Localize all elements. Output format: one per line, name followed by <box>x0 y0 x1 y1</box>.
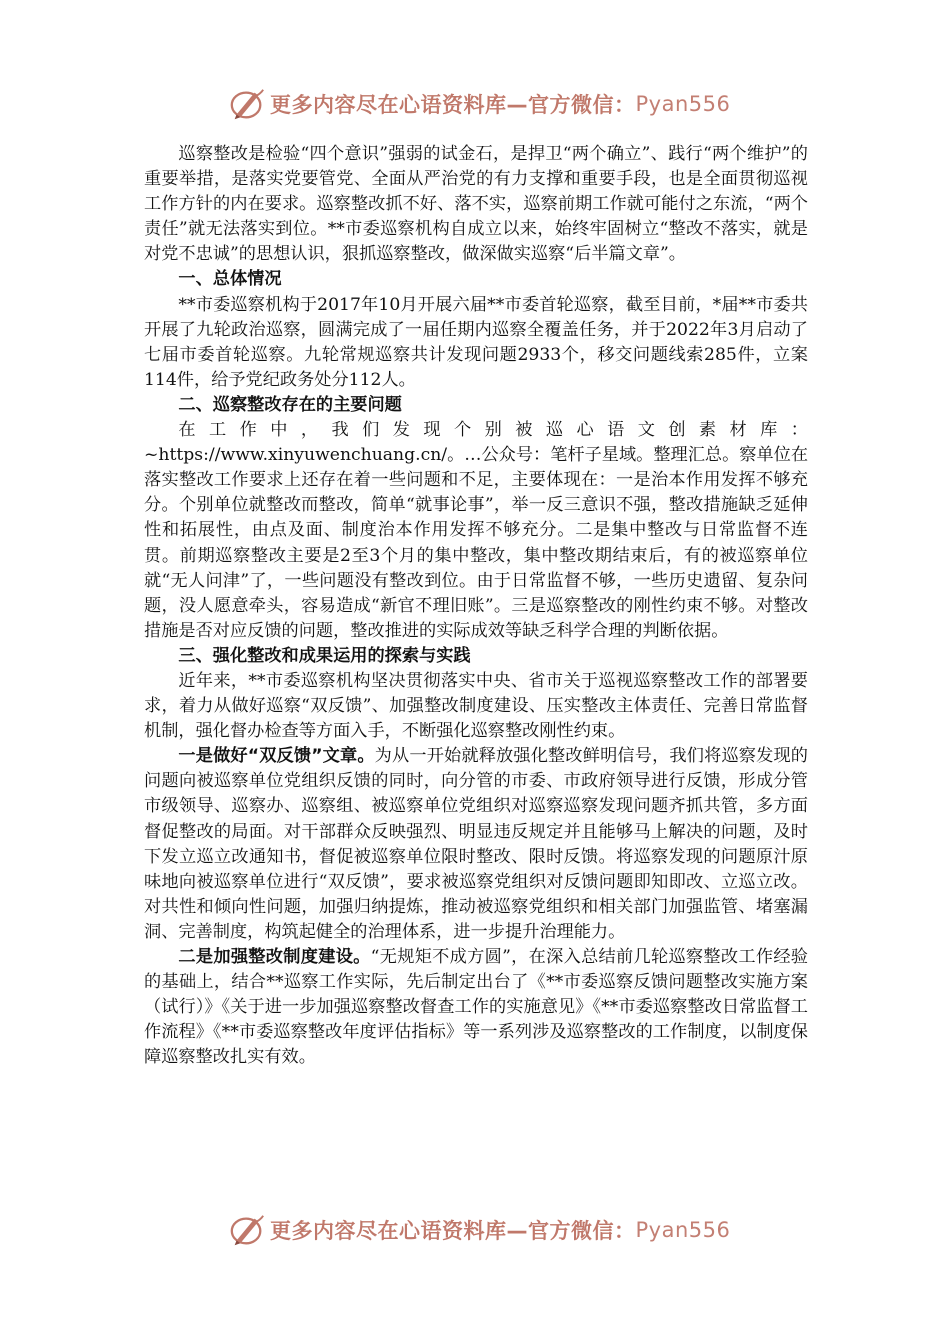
section-2-paragraph: 在工作中，我们发现个别被巡心语文创素材库：~https://www.xinyuwenchuang.cn/。…公众号：笔杆子星域。整理汇总。察单位在落实整改工作要求上还存在着一些问题和不足，主要体现在：一是治本作用发挥不够充分。个别单位就整改而整改，简单“就事论事”，举一反三意识不强，整改措施缺乏延伸性和拓展性，由点及面、制度治本作用发挥不够充分。二是集中整改与日常监督不连贯。前期巡察整改主要是2至3个月的集中整改，集中整改期结束后，有的被巡察单位就“无人问津”了，一些问题没有整改到位。由于日常监督不够，一些历史遗留、复杂问题，没人愿意牵头，容易造成“新官不理旧账”。三是巡察整改的刚性约束不够。对整改措施是否对应反馈的问题，整改推进的实际成效等缺乏科学合理的判断依据。 <box>144 420 809 641</box>
section-3-heading: 三、强化整改和成果运用的探索与实践 <box>178 645 471 666</box>
section-1-heading: 一、总体情况 <box>178 269 282 290</box>
header-banner <box>228 84 748 124</box>
intro-paragraph: 巡察整改是检验“四个意识”强弱的试金石，是捍卫“两个确立”、践行“两个维护”的重要举措，是落实党要管党、全面从严治党的有力支撑和重要手段，也是全面贯彻巡视工作方针的内在要求。巡察整改抓不好、落不实，巡察前期工作就可能付之东流，“两个责任”就无法落实到位。**市委巡察机构自成立以来，始终牢固树立“整改不落实，就是对党不忠诚”的思想认识，狠抓巡察整改，做深做实巡察“后半篇文章”。 <box>144 144 808 265</box>
item-2-title: 二是加强整改制度建设。 <box>178 947 371 967</box>
pen-logo-icon <box>228 1211 266 1249</box>
item-1-text: 为从一开始就释放强化整改鲜明信号，我们将巡察发现的问题向被巡察单位党组织反馈的同时，向分管的市委、市政府领导进行反馈，形成分管市级领导、巡察办、巡察组、被巡察单位党组织对巡察巡察发现问题齐抓共管，多方面督促整改的局面。对干部群众反映强烈、明显违反规定并且能够马上解决的问题，及时下发立巡立改通知书，督促被巡察单位限时整改、限时反馈。将巡察发现的问题原汁原味地向被巡察单位进行“双反馈”，要求被巡察党组织对反馈问题即知即改、立巡立改。对共性和倾向性问题，加强归纳提炼，推动被巡察党组织和相关部门加强监管、堵塞漏洞、完善制度，构筑起健全的治理体系，进一步提升治理能力。 <box>144 746 808 942</box>
item-2-paragraph <box>144 945 808 1070</box>
document-body <box>144 142 808 1070</box>
item-1-paragraph <box>144 744 808 945</box>
section-2-heading: 二、巡察整改存在的主要问题 <box>178 394 402 415</box>
section-1-paragraph: **市委巡察机构于2017年10月开展六届**市委首轮巡察，截至目前，*届**市委共开展了九轮政治巡察，圆满完成了一届任期内巡察全覆盖任务，并于2022年3月启动了七届市委首轮巡察。九轮常规巡察共计发现问题2933个，移交问题线索285件，立案114件，给予党纪政务处分112人。 <box>144 294 808 390</box>
item-2-text: “无规矩不成方圆”，在深入总结前几轮巡察整改工作经验的基础上，结合**巡察工作实际，先后制定出台了《**市委巡察反馈问题整改实施方案（试行）》《关于进一步加强巡察整改督查工作的实施意见》《**市委巡察整改日常监督工作流程》《**市委巡察整改年度评估指标》等一系列涉及巡察整改的工作制度，以制度保障巡察整改扎实有效。 <box>144 947 808 1068</box>
pen-logo-icon <box>228 85 266 123</box>
footer-banner <box>228 1210 748 1250</box>
item-1-title: 一是做好“双反馈”文章。 <box>178 746 375 767</box>
header-banner-text: 更多内容尽在心语资料库—官方微信： <box>270 93 636 117</box>
section-3-paragraph: 近年来，**市委巡察机构坚决贯彻落实中央、省市关于巡视巡察整改工作的部署要求，着力从做好巡察“双反馈”、加强整改制度建设、压实整改主体责任、完善日常监督机制，强化督办检查等方面入手，不断强化巡察整改刚性约束。 <box>144 670 808 742</box>
footer-wechat-id: Pyan556 <box>635 1218 731 1242</box>
footer-banner-text: 更多内容尽在心语资料库—官方微信： <box>270 1219 636 1243</box>
header-wechat-id: Pyan556 <box>635 92 731 116</box>
